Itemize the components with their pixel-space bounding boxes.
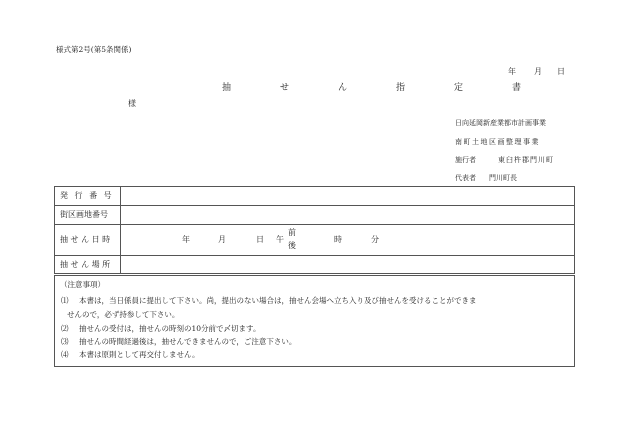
datetime-hour: 時 (334, 235, 342, 244)
datetime-ampm-prefix: 午 (276, 235, 284, 244)
row-label-lot-number: 街区画地番号 (60, 210, 108, 219)
note-text: 本書は，当日係員に提出して下さい。尚，提出のない場合は，抽せん会場へ立ち入り及び抽せんを受けることができま (79, 296, 477, 305)
datetime-am: 前 (288, 228, 296, 237)
notes-heading: （注意事項） (60, 280, 105, 289)
note-number: ⑴ (61, 296, 69, 305)
note-number: ⑶ (61, 337, 69, 346)
issuer-association: 南町土地区画整理事業 (455, 138, 540, 146)
datetime-month: 月 (218, 235, 226, 244)
table-row (55, 225, 574, 256)
date-month-label: 月 (534, 67, 542, 76)
issuer-role-value: 東臼杵郡門川町 (498, 156, 554, 164)
issuer-project: 日向延岡新産業都市計画事業 (455, 119, 546, 127)
notes-box (54, 275, 575, 367)
note-number: ⑷ (61, 350, 69, 359)
note-text: 本書は原則として再交付しません。 (79, 350, 200, 359)
row-label-issue-number: 発 行 番 号 (60, 191, 114, 200)
document-title: 抽 せ ん 指 定 書 (222, 83, 542, 93)
issuer-role-label: 施行者 (455, 156, 476, 164)
info-table (54, 186, 575, 274)
datetime-year: 年 (182, 235, 190, 244)
row-label-lottery-datetime: 抽 せ ん 日 時 (60, 235, 111, 244)
date-year-label: 年 (508, 67, 516, 76)
issuer-rep-value: 門川町長 (489, 174, 517, 182)
datetime-day: 日 (256, 235, 264, 244)
table-row (55, 187, 574, 206)
table-row (55, 206, 574, 225)
form-number: 様式第2号(第5条関係) (56, 45, 132, 54)
note-text: せんので，必ず持参して下さい。 (67, 310, 180, 319)
datetime-minute: 分 (371, 235, 379, 244)
addressee-suffix: 様 (128, 99, 136, 108)
note-text: 抽せんの受付は，抽せんの時刻の10分前で〆切ます。 (79, 324, 261, 333)
issuer-rep-label: 代表者 (455, 174, 476, 182)
datetime-pm: 後 (288, 241, 296, 250)
date-day-label: 日 (557, 67, 565, 76)
row-label-lottery-place: 抽 せ ん 場 所 (60, 260, 111, 269)
note-number: ⑵ (61, 324, 69, 333)
note-text: 抽せんの時間経過後は，抽せんできませんので，ご注意下さい。 (79, 337, 297, 346)
